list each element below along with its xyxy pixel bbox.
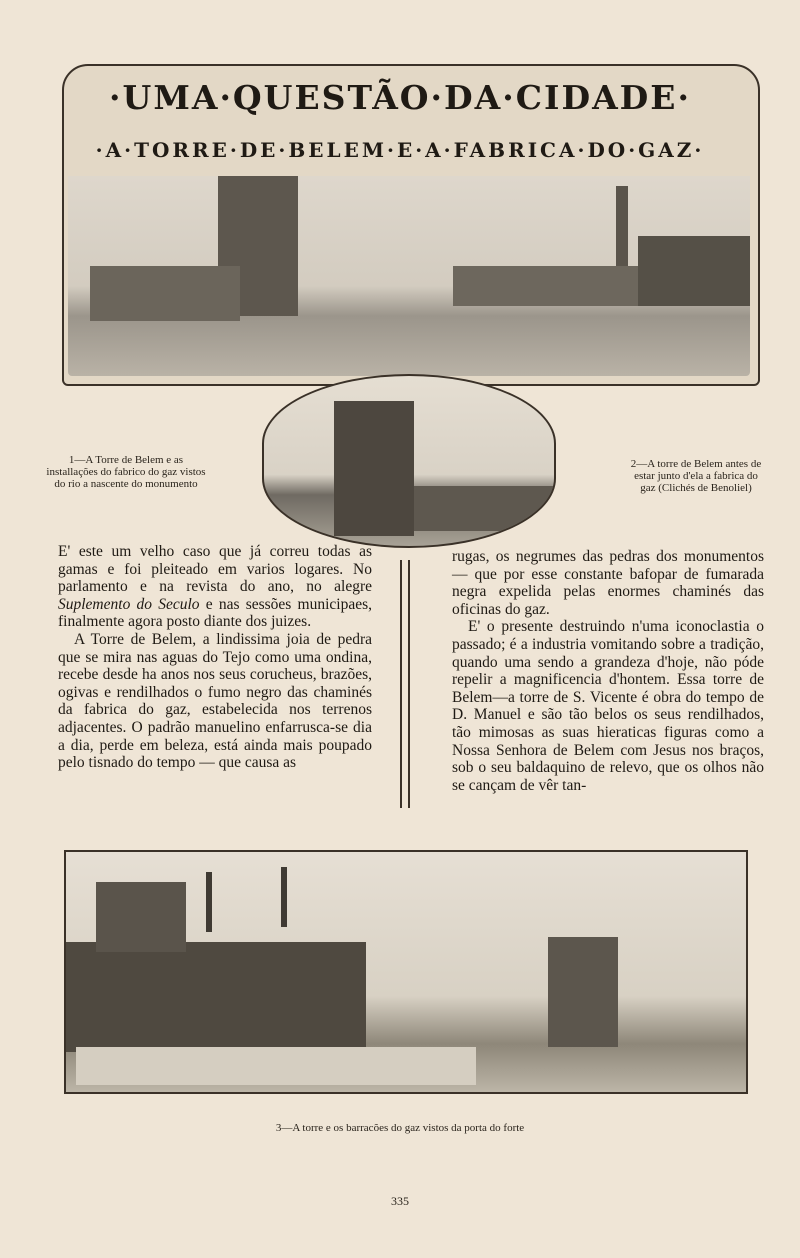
publication-name: Suplemento do Seculo [58, 595, 200, 613]
page-title: ·UMA·QUESTÃO·DA·CIDADE· [109, 78, 691, 117]
article-paragraph: E' o presente destruindo n'uma iconoclastia o passado; é a industria vomitando sobre a tradição, quando uma sendo a grandeza d'hoje, não póde repelir a magnificencia d'hontem. Essa torre de Belem—a torre de S. Vicente é obra do tempo de D. Manuel e são tão belos os seus rendilhados, tão mimosas as suas hieraticas figuras como a Nossa Senhora de Belem com Jesus nos braços, sob o seu baldaquino de relevo, que os olhos não se cançam de vêr tan- [452, 618, 764, 794]
column-divider-ornament [400, 560, 410, 808]
article-paragraph: A Torre de Belem, a lindissima joia de pedra que se mira nas aguas do Tejo como uma ondina, recebe desde ha anos nos seus corucheus, brazões, ogivas e rendilhados o fumo negro das chaminés da fabrica do gaz, estabelecida nos terrenos adjacentes. O padrão manuelino enfarrusca-se dia a dia, perde em beleza, está ainda mais poupado pelo tisnado do tempo — que causa as [58, 630, 372, 772]
photo-tower-before-factory [262, 374, 556, 548]
photo-1-illustration [68, 176, 750, 376]
caption-photo-1: 1—A Torre de Belem e as installações do fabrico do gaz vistos do rio a nascente do monumento [46, 454, 206, 490]
photo-tower-and-gas-sheds [64, 850, 748, 1094]
caption-photo-2: 2—A torre de Belem antes de estar junto d'ela a fabrica do gaz (Clichés de Benoliel) [630, 458, 762, 494]
article-text: E' este um velho caso que já correu todas as gamas e foi pleiteado em varios logares. No parlamento e na revista do ano, no alegre [58, 543, 372, 596]
page-subtitle: ·A·TORRE·DE·BELEM·E·A·FABRICA·DO·GAZ· [95, 138, 705, 162]
photo-2-illustration [264, 376, 554, 546]
article-paragraph: rugas, os negrumes das pedras dos monumentos — que por esse constante bafорar de fumarada negra expelida pelas enormes chaminés das oficinas do gaz. [452, 548, 764, 618]
photo-3-illustration [66, 852, 746, 1092]
photo-tower-and-gas-factory [68, 176, 750, 376]
caption-photo-3: 3—A torre e os barracões do gaz vistos da porta do forte [275, 1122, 525, 1134]
article-column-left [58, 543, 372, 772]
article-text: e nas sessões municipaes, finalmente agora posto diante dos juizes. [58, 595, 372, 631]
article-column-right [452, 548, 764, 794]
page-number: 335 [391, 1194, 409, 1208]
